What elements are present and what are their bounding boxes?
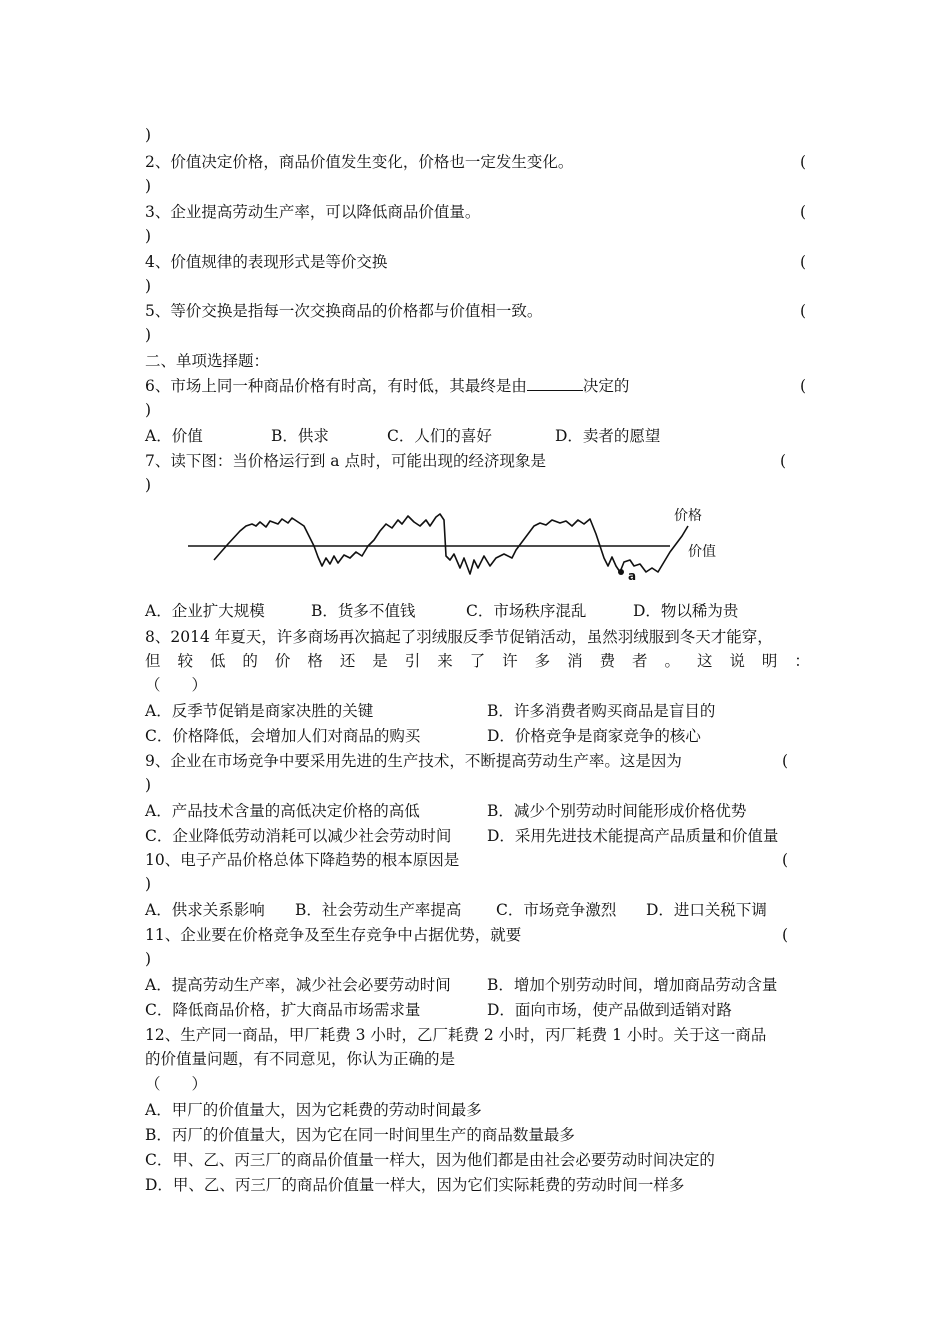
option-b[interactable]: B．供求 — [271, 427, 329, 445]
question-12-line2: 的价值量问题，有不同意见，你认为正确的是 — [145, 1050, 456, 1068]
option-a[interactable]: A．产品技术含量的高低决定价格的高低 — [145, 802, 420, 820]
answer-paren[interactable]: （ ） — [145, 1075, 208, 1093]
option-a[interactable]: A．提高劳动生产率，减少社会必要劳动时间 — [145, 976, 451, 994]
question-10: 10、电子产品价格总体下降趋势的根本原因是 — [145, 851, 460, 869]
option-b[interactable]: B．增加个别劳动时间，增加商品劳动含量 — [487, 976, 778, 994]
option-d[interactable]: D．采用先进技术能提高产品质量和价值量 — [487, 827, 779, 845]
option-c[interactable]: C．市场竞争激烈 — [496, 901, 617, 919]
close-paren: ) — [145, 476, 152, 494]
close-paren: ) — [145, 227, 152, 245]
option-c[interactable]: C．人们的喜好 — [387, 427, 492, 445]
point-a-marker — [618, 569, 624, 575]
answer-paren-open[interactable]: ( — [780, 452, 787, 470]
question-2: 2、价值决定价格，商品价值发生变化，价格也一定发生变化。 — [145, 153, 574, 171]
close-paren: ) — [145, 776, 152, 794]
answer-paren-open[interactable]: ( — [800, 377, 807, 395]
question-7: 7、读下图：当价格运行到 a 点时，可能出现的经济现象是 — [145, 452, 546, 470]
question-8-line2: 但 较 低 的 价 格 还 是 引 来 了 许 多 消 费 者 。 这 说 明 ： — [145, 652, 810, 670]
answer-paren-open[interactable]: ( — [800, 153, 807, 171]
option-c[interactable]: C．价格降低，会增加人们对商品的购买 — [145, 727, 421, 745]
close-paren: ) — [145, 875, 152, 893]
option-b[interactable]: B．货多不值钱 — [311, 602, 416, 620]
label-a: a — [628, 569, 637, 583]
option-d[interactable]: D．物以稀为贵 — [633, 602, 739, 620]
answer-paren-open[interactable]: ( — [782, 926, 789, 944]
option-a[interactable]: A．甲厂的价值量大，因为它耗费的劳动时间最多 — [145, 1101, 482, 1119]
answer-paren-open[interactable]: ( — [800, 302, 807, 320]
option-c[interactable]: C．甲、乙、丙三厂的商品价值量一样大，因为他们都是由社会必要劳动时间决定的 — [145, 1151, 715, 1169]
answer-blank[interactable] — [527, 376, 583, 391]
label-value: 价值 — [688, 544, 716, 560]
answer-paren-open[interactable]: ( — [782, 752, 789, 770]
label-price: 价格 — [674, 508, 702, 524]
price-curve — [214, 514, 688, 574]
section-heading: 二、单项选择题： — [145, 352, 270, 370]
question-4: 4、价值规律的表现形式是等价交换 — [145, 253, 388, 271]
question-9: 9、企业在市场竞争中要采用先进的生产技术，不断提高劳动生产率。这是因为 — [145, 752, 682, 770]
close-paren: ) — [145, 126, 152, 144]
option-a[interactable]: A．反季节促销是商家决胜的关键 — [145, 702, 374, 720]
option-d[interactable]: D．面向市场，使产品做到适销对路 — [487, 1001, 732, 1019]
option-c[interactable]: C．降低商品价格，扩大商品市场需求量 — [145, 1001, 421, 1019]
option-c[interactable]: C．企业降低劳动消耗可以减少社会劳动时间 — [145, 827, 452, 845]
close-paren: ) — [145, 950, 152, 968]
close-paren: ) — [145, 277, 152, 295]
option-b[interactable]: B．减少个别劳动时间能形成价格优势 — [487, 802, 747, 820]
answer-paren[interactable]: （ ） — [145, 676, 208, 694]
question-8-line1: 8、2014 年夏天，许多商场再次搞起了羽绒服反季节促销活动，虽然羽绒服到冬天才能穿， — [145, 628, 773, 646]
question-3: 3、企业提高劳动生产率，可以降低商品价值量。 — [145, 203, 481, 221]
answer-paren-open[interactable]: ( — [782, 851, 789, 869]
option-d[interactable]: D．甲、乙、丙三厂的商品价值量一样大，因为它们实际耗费的劳动时间一样多 — [145, 1176, 685, 1194]
question-11: 11、企业要在价格竞争及至生存竞争中占据优势，就要 — [145, 926, 522, 944]
option-d[interactable]: D．卖者的愿望 — [555, 427, 661, 445]
question-12-line1: 12、生产同一商品，甲厂耗费 3 小时，乙厂耗费 2 小时，丙厂耗费 1 小时。关于这一商品 — [145, 1026, 767, 1044]
answer-paren-open[interactable]: ( — [800, 203, 807, 221]
option-a[interactable]: A．供求关系影响 — [145, 901, 265, 919]
question-5: 5、等价交换是指每一次交换商品的价格都与价值相一致。 — [145, 302, 543, 320]
option-b[interactable]: B．社会劳动生产率提高 — [295, 901, 462, 919]
close-paren: ) — [145, 326, 152, 344]
option-b[interactable]: B．许多消费者购买商品是盲目的 — [487, 702, 716, 720]
question-6: 6、市场上同一种商品价格有时高，有时低，其最终是由 决定的 — [145, 377, 630, 395]
answer-paren-open[interactable]: ( — [800, 253, 807, 271]
option-a[interactable]: A．价值 — [145, 427, 203, 445]
option-c[interactable]: C．市场秩序混乱 — [466, 602, 587, 620]
option-a[interactable]: A．企业扩大规模 — [145, 602, 265, 620]
close-paren: ) — [145, 401, 152, 419]
option-d[interactable]: D．价格竞争是商家竞争的核心 — [487, 727, 701, 745]
option-d[interactable]: D．进口关税下调 — [646, 901, 767, 919]
close-paren: ) — [145, 177, 152, 195]
price-value-figure — [180, 500, 740, 590]
option-b[interactable]: B．丙厂的价值量大，因为它在同一时间里生产的商品数量最多 — [145, 1126, 575, 1144]
